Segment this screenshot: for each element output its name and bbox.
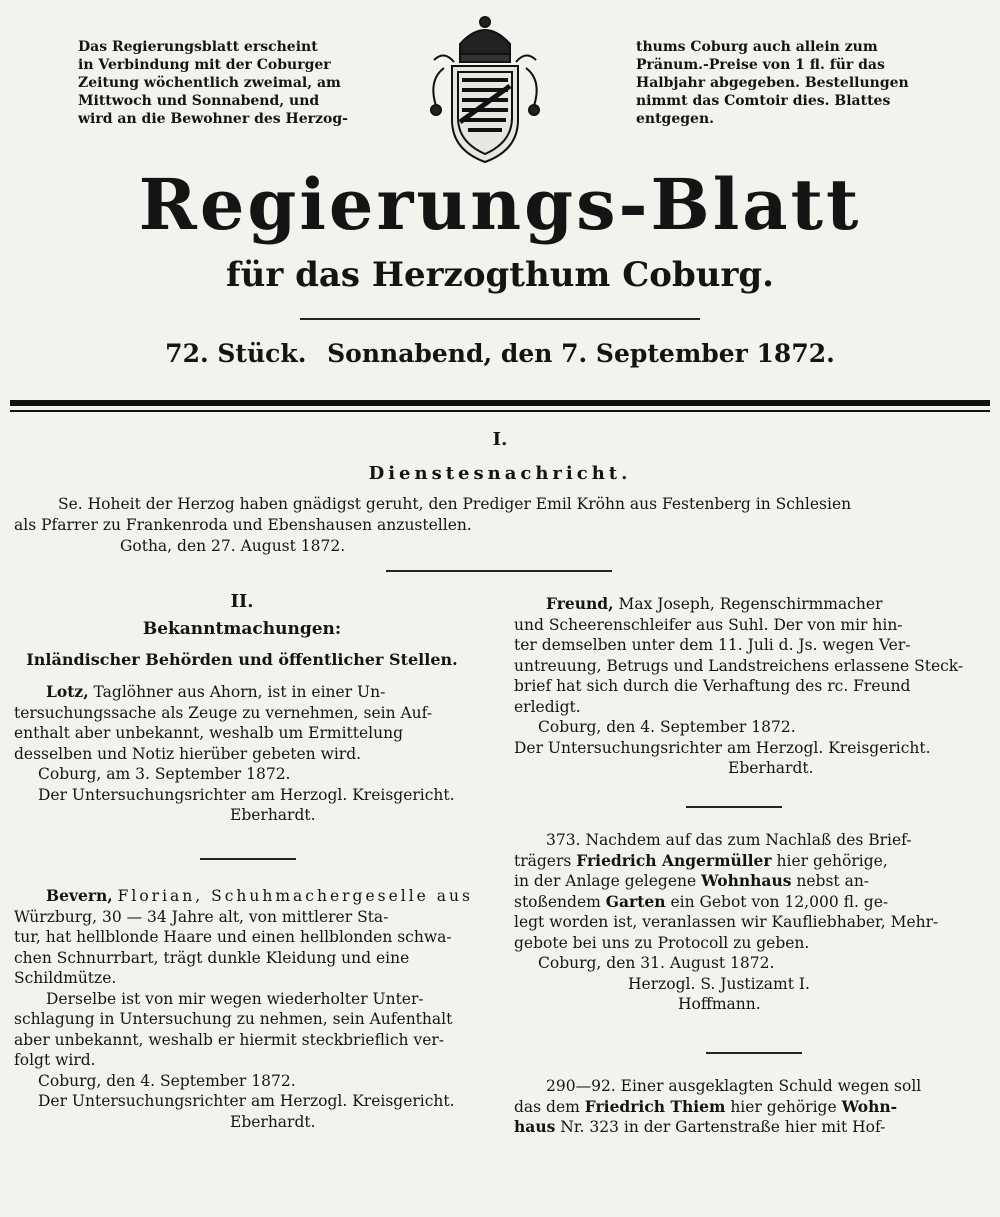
divider [200, 858, 296, 860]
notice-text: 373. Nachdem auf das zum Nachlaß des Brief- [546, 831, 912, 849]
notice-text: 290—92. Einer ausgeklagten Schuld wegen soll [546, 1077, 922, 1095]
notice-text: ter demselben unter dem 11. Juli d. Js. wegen Ver- [514, 636, 911, 654]
notice-text: untreuung, Betrugs und Landstreichens erlassene Steck- [514, 656, 964, 675]
notice-text: nebst an- [796, 872, 870, 890]
notice-text: folgt wird. [14, 1051, 96, 1069]
issue-number: 72. Stück. [165, 339, 307, 368]
place-date: Coburg, den 4. September 1872. [538, 718, 796, 736]
notice-373 [514, 830, 974, 1015]
notice-text: hier gehörige, [776, 851, 888, 870]
notice-left-line: wird an die Bewohner des Herzog- [78, 111, 348, 127]
person-name: Bevern, [46, 886, 113, 905]
notice-text: trägers [514, 851, 572, 870]
notice-right-line: Halbjahr abgegeben. Bestellungen [636, 75, 909, 91]
notice-text: tur, hat hellblonde Haare und einen hellblonden schwa- [14, 928, 452, 946]
notice-right-line: nimmt das Comtoir dies. Blattes [636, 93, 891, 109]
notice-lotz [14, 682, 470, 703]
notice-text: Taglöhner aus Ahorn, ist in einer Un- [93, 683, 386, 701]
coat-of-arms-icon [414, 10, 556, 168]
place-date: Coburg, am 3. September 1872. [38, 765, 291, 783]
place-date: Coburg, den 31. August 1872. [538, 954, 775, 972]
place-date: Coburg, den 4. September 1872. [38, 1071, 296, 1090]
notice-text: schlagung in Untersuchung zu nehmen, sein Aufenthalt [14, 1010, 453, 1028]
notice-text: ein Gebot von 12,000 fl. ge- [670, 892, 889, 911]
authority: Herzogl. S. Justizamt I. [628, 974, 810, 993]
person-name: Lotz, [46, 682, 89, 701]
notice-left-line: Zeitung wöchentlich zweimal, am [78, 75, 341, 91]
notice-text: stoßendem [514, 892, 601, 911]
notice-text: legt worden ist, veranlassen wir Kaufliebhaber, Mehr- [514, 913, 939, 931]
section-heading: Dienstesnachricht. [368, 463, 632, 484]
person-name: Friedrich Angermüller [576, 850, 772, 870]
notice-text: tersuchungssache als Zeuge zu vernehmen, sein Auf- [14, 703, 433, 722]
notice-text: hier gehörige [730, 1097, 837, 1116]
notice-text: erledigt. [514, 697, 581, 716]
notice-bevern [14, 886, 473, 1132]
notice-text: brief hat sich durch die Verhaftung des rc. Freund [514, 677, 911, 695]
notice-text: Florian, Schuhmachergeselle aus [117, 887, 473, 905]
notice-text: das dem [514, 1097, 580, 1116]
place-date: Gotha, den 27. August 1872. [120, 537, 346, 555]
notice-text: Nr. 323 in der Gartenstraße hier mit Hof- [560, 1118, 886, 1136]
notice-freund [514, 594, 974, 779]
header-rule-thin [10, 410, 990, 412]
notice-text: und Scheerenschleifer aus Suhl. Der von mir hin- [514, 615, 903, 634]
notice-left-line: Mittwoch und Sonnabend, und [78, 93, 320, 109]
authority: Der Untersuchungsrichter am Herzogl. Kreisgericht. [38, 785, 455, 804]
property-term: Wohnhaus [701, 871, 792, 890]
signer: Eberhardt. [728, 759, 814, 777]
notice-290 [514, 1076, 974, 1138]
divider [706, 1052, 802, 1054]
left-column [14, 590, 470, 826]
section-subheading: Inländischer Behörden und öffentlicher Stellen. [26, 650, 458, 669]
notice-text: aber unbekannt, weshalb er hiermit steckbrieflich ver- [14, 1030, 445, 1049]
notice-text: Derselbe ist von mir wegen wiederholter Unter- [46, 989, 424, 1008]
notice-text: Max Joseph, Regenschirmmacher [618, 595, 883, 613]
announcement-line: Se. Hoheit der Herzog haben gnädigst geruht, den Prediger Emil Kröhn aus Festenberg in Schlesien [58, 495, 852, 513]
signer: Hoffmann. [678, 995, 761, 1013]
section-number: II. [230, 591, 254, 612]
issue-date: Sonnabend, den 7. September 1872. [327, 339, 835, 368]
notice-text: enthalt aber unbekannt, weshalb um Ermittelung [14, 724, 404, 742]
property-term: Wohn- [841, 1096, 898, 1116]
header-rule [10, 400, 990, 406]
issue-line [0, 336, 1000, 372]
subscription-notice-left [78, 38, 418, 128]
divider [300, 318, 700, 320]
divider [686, 806, 782, 808]
announcement-line: als Pfarrer zu Frankenroda und Ebenshausen anzustellen. [14, 516, 472, 534]
notice-right-line: entgegen. [636, 111, 714, 127]
notice-left-line: in Verbindung mit der Coburger [78, 57, 331, 73]
notice-right-line: Pränum.-Preise von 1 fl. für das [636, 57, 885, 73]
newspaper-title: Regierungs-Blatt [138, 163, 862, 246]
authority: Der Untersuchungsrichter am Herzogl. Kreisgericht. [514, 738, 931, 757]
newspaper-subtitle: für das Herzogthum Coburg. [225, 255, 775, 295]
notice-text: gebote bei uns zu Protocoll zu geben. [514, 933, 810, 952]
divider [386, 570, 612, 572]
notice-text: chen Schnurrbart, trägt dunkle Kleidung und eine [14, 948, 410, 967]
notice-right-line: thums Coburg auch allein zum [636, 39, 878, 55]
signer: Eberhardt. [230, 806, 316, 824]
section-heading: Bekanntmachungen: [142, 619, 342, 639]
property-term: Garten [605, 891, 666, 911]
property-term: haus [514, 1117, 556, 1136]
subscription-notice-right [636, 38, 986, 128]
notice-text: Würzburg, 30 — 34 Jahre alt, von mittlerer Sta- [14, 907, 389, 926]
person-name: Freund, [546, 594, 614, 613]
notice-left-line: Das Regierungsblatt erscheint [78, 39, 318, 55]
notice-text: desselben und Notiz hierüber gebeten wird. [14, 744, 362, 763]
authority: Der Untersuchungsrichter am Herzogl. Kreisgericht. [38, 1092, 455, 1110]
notice-text: in der Anlage gelegene [514, 872, 697, 890]
signer: Eberhardt. [230, 1112, 316, 1131]
notice-text: Schildmütze. [14, 969, 117, 987]
person-name: Friedrich Thiem [584, 1096, 726, 1116]
section-number: I. [492, 429, 508, 450]
